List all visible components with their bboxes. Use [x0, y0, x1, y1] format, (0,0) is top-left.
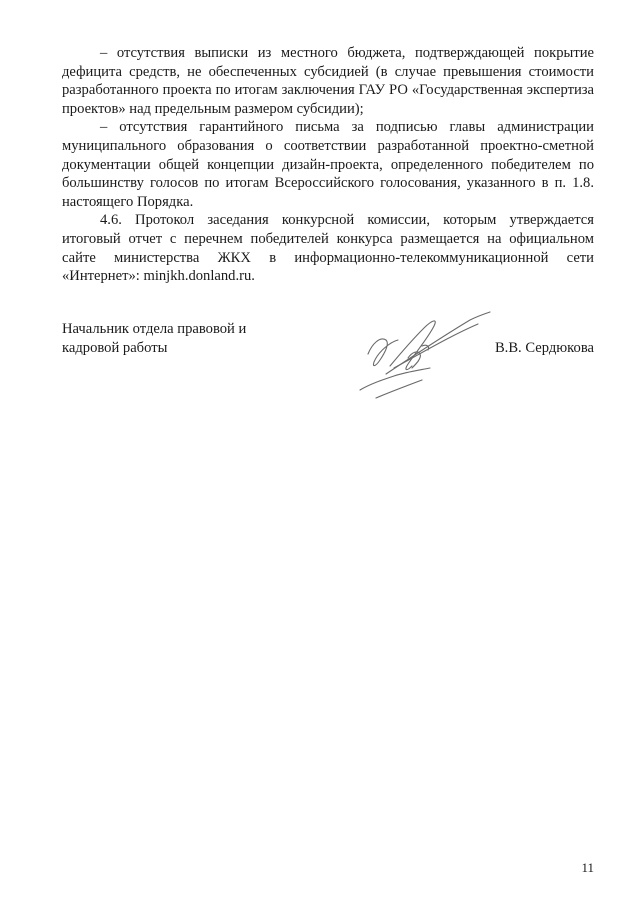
paragraph-budget-extract: – отсутствия выписки из местного бюджета, подтверждающей покрытие дефицита средств, не обеспеченных субсидией (в случае превышения стоимости разработанного проекта по итогам заключения ГАУ РО «Государственная экспертиза проектов» над предельным размером субсидии); [62, 45, 594, 117]
paragraph-guarantee-letter: – отсутствия гарантийного письма за подписью главы администрации муниципального образования о соответствии разработанной проектно-сметной документации общей концепции дизайн-проекта, определенного победителем по большинству голосов по итогам Всероссийского голосования, указанного в п. 1.8. настоящего Порядка. [62, 119, 594, 210]
signer-position-line1: Начальник отдела правовой и [62, 321, 247, 337]
page-number: 11 [581, 860, 594, 875]
paragraph-protocol: 4.6. Протокол заседания конкурсной комиссии, которым утверждается итоговый отчет с перечнем победителей конкурса размещается на официальном сайте министерства ЖКХ в информационно-телекоммуникационной сети «Интернет»: minjkh.donland.ru. [62, 212, 594, 285]
signer-position-line2: кадровой работы [62, 339, 168, 356]
body-text [62, 44, 594, 286]
signature-block [62, 320, 594, 410]
signer-name: В.В. Сердюкова [494, 339, 594, 356]
signer-position [62, 320, 302, 357]
handwritten-signature [350, 306, 500, 402]
